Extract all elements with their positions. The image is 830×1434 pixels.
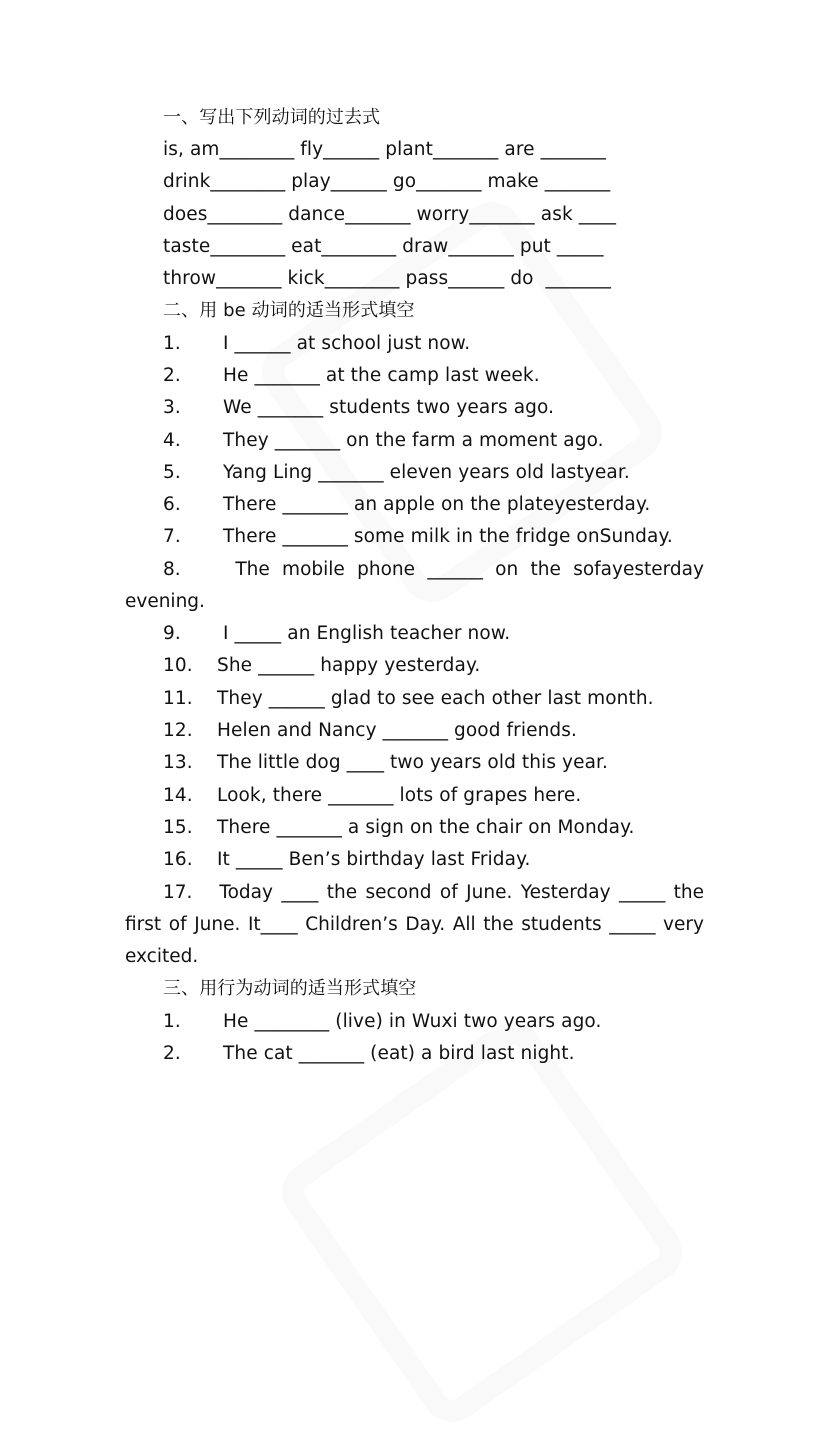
section-3-heading: 三、用行为动词的适当形式填空	[163, 978, 417, 999]
exercise-item	[163, 623, 510, 645]
item-number: 2.	[163, 365, 181, 386]
verb-row: is, am________ fly______ plant_______ are _______	[163, 139, 607, 160]
item-text: There _______ an apple on the plateyesterday.	[223, 494, 651, 515]
item-number: 12.	[163, 720, 193, 741]
exercise-item	[163, 365, 540, 387]
item-text: They ______ glad to see each other last month.	[217, 688, 654, 709]
word: on	[495, 559, 519, 580]
item-number: 8.	[163, 559, 181, 580]
word: ______	[427, 559, 483, 580]
item-number: 14.	[163, 785, 193, 806]
exercise-item	[163, 430, 604, 452]
word: phone	[357, 559, 416, 580]
verb-row: taste________ eat________ draw_______ put _____	[163, 236, 604, 257]
word: The	[235, 559, 270, 580]
exercise-item	[163, 849, 530, 871]
exercise-item	[163, 817, 634, 839]
word: the	[530, 559, 561, 580]
word: very	[663, 914, 704, 935]
section-2-heading: 二、用 be 动词的适当形式填空	[163, 300, 415, 321]
word: students	[521, 914, 602, 935]
item-text: The cat _______ (eat) a bird last night.	[223, 1043, 575, 1064]
exercise-item	[163, 1011, 601, 1033]
exercise-item	[163, 333, 470, 355]
item-text: They _______ on the farm a moment ago.	[223, 430, 604, 451]
item-number: 6.	[163, 494, 181, 515]
item-number: 17.	[163, 882, 193, 903]
exercise-item	[163, 655, 480, 677]
word: sofayesterday	[573, 559, 704, 580]
word: second	[365, 882, 432, 903]
word: Children’s	[305, 914, 398, 935]
word: Day.	[405, 914, 446, 935]
exercise-item	[163, 720, 577, 742]
item-number: 3.	[163, 397, 181, 418]
exercise-item	[163, 1043, 575, 1065]
item-number: 16.	[163, 849, 193, 870]
item-text: It _____ Ben’s birthday last Friday.	[217, 849, 531, 870]
item-text: There _______ a sign on the chair on Monday.	[217, 817, 635, 838]
exercise-item	[163, 462, 630, 484]
item-number: 5.	[163, 462, 181, 483]
word: Yesterday	[520, 882, 611, 903]
word: _____	[609, 914, 656, 935]
exercise-item	[163, 752, 608, 774]
item-number: 9.	[163, 623, 181, 644]
item-text: There _______ some milk in the fridge onSunday.	[223, 526, 673, 547]
exercise-item	[163, 526, 673, 548]
exercise-item	[163, 397, 554, 419]
verb-row: does________ dance_______ worry_______ ask ____	[163, 204, 617, 225]
word: June.	[466, 882, 513, 903]
word: _____	[618, 882, 666, 903]
item-number: 7.	[163, 526, 181, 547]
item-continuation: excited.	[125, 946, 199, 967]
word: first	[125, 914, 162, 935]
item-text: Yang Ling _______ eleven years old lastyear.	[223, 462, 630, 483]
word: the	[673, 882, 704, 903]
item-text: She ______ happy yesterday.	[217, 655, 481, 676]
item-text: He _______ at the camp last week.	[223, 365, 540, 386]
word: mobile	[282, 559, 345, 580]
item-text: He ________ (live) in Wuxi two years ago.	[223, 1011, 602, 1032]
item-text: I ______ at school just now.	[223, 333, 471, 354]
word: of	[439, 882, 458, 903]
item-text: I _____ an English teacher now.	[223, 623, 511, 644]
exercise-item-justified	[125, 914, 704, 936]
item-text: Look, there _______ lots of grapes here.	[217, 785, 582, 806]
word: It____	[247, 914, 298, 935]
section-1-heading: 一、写出下列动词的过去式	[163, 107, 381, 128]
word: All	[452, 914, 476, 935]
item-number: 1.	[163, 1011, 181, 1032]
exercise-item	[163, 785, 581, 807]
item-number: 15.	[163, 817, 193, 838]
word: June.	[194, 914, 241, 935]
item-continuation: evening.	[125, 591, 205, 612]
verb-row: drink________ play______ go_______ make _______	[163, 171, 611, 192]
exercise-item-justified	[163, 559, 704, 581]
word: the	[326, 882, 358, 903]
item-number: 2.	[163, 1043, 181, 1064]
exercise-item	[163, 688, 654, 710]
exercise-item	[163, 494, 650, 516]
exercise-item-justified	[163, 882, 704, 904]
item-text: The little dog ____ two years old this year.	[217, 752, 608, 773]
item-number: 13.	[163, 752, 193, 773]
item-text: Helen and Nancy _______ good friends.	[217, 720, 577, 741]
word: of	[168, 914, 187, 935]
item-number: 11.	[163, 688, 193, 709]
item-number: 4.	[163, 430, 181, 451]
word: the	[483, 914, 514, 935]
item-number: 10.	[163, 655, 193, 676]
word: Today	[219, 882, 273, 903]
verb-row: throw_______ kick________ pass______ do _______	[163, 268, 611, 289]
item-number: 1.	[163, 333, 181, 354]
item-text: We _______ students two years ago.	[223, 397, 555, 418]
word: ____	[281, 882, 319, 903]
